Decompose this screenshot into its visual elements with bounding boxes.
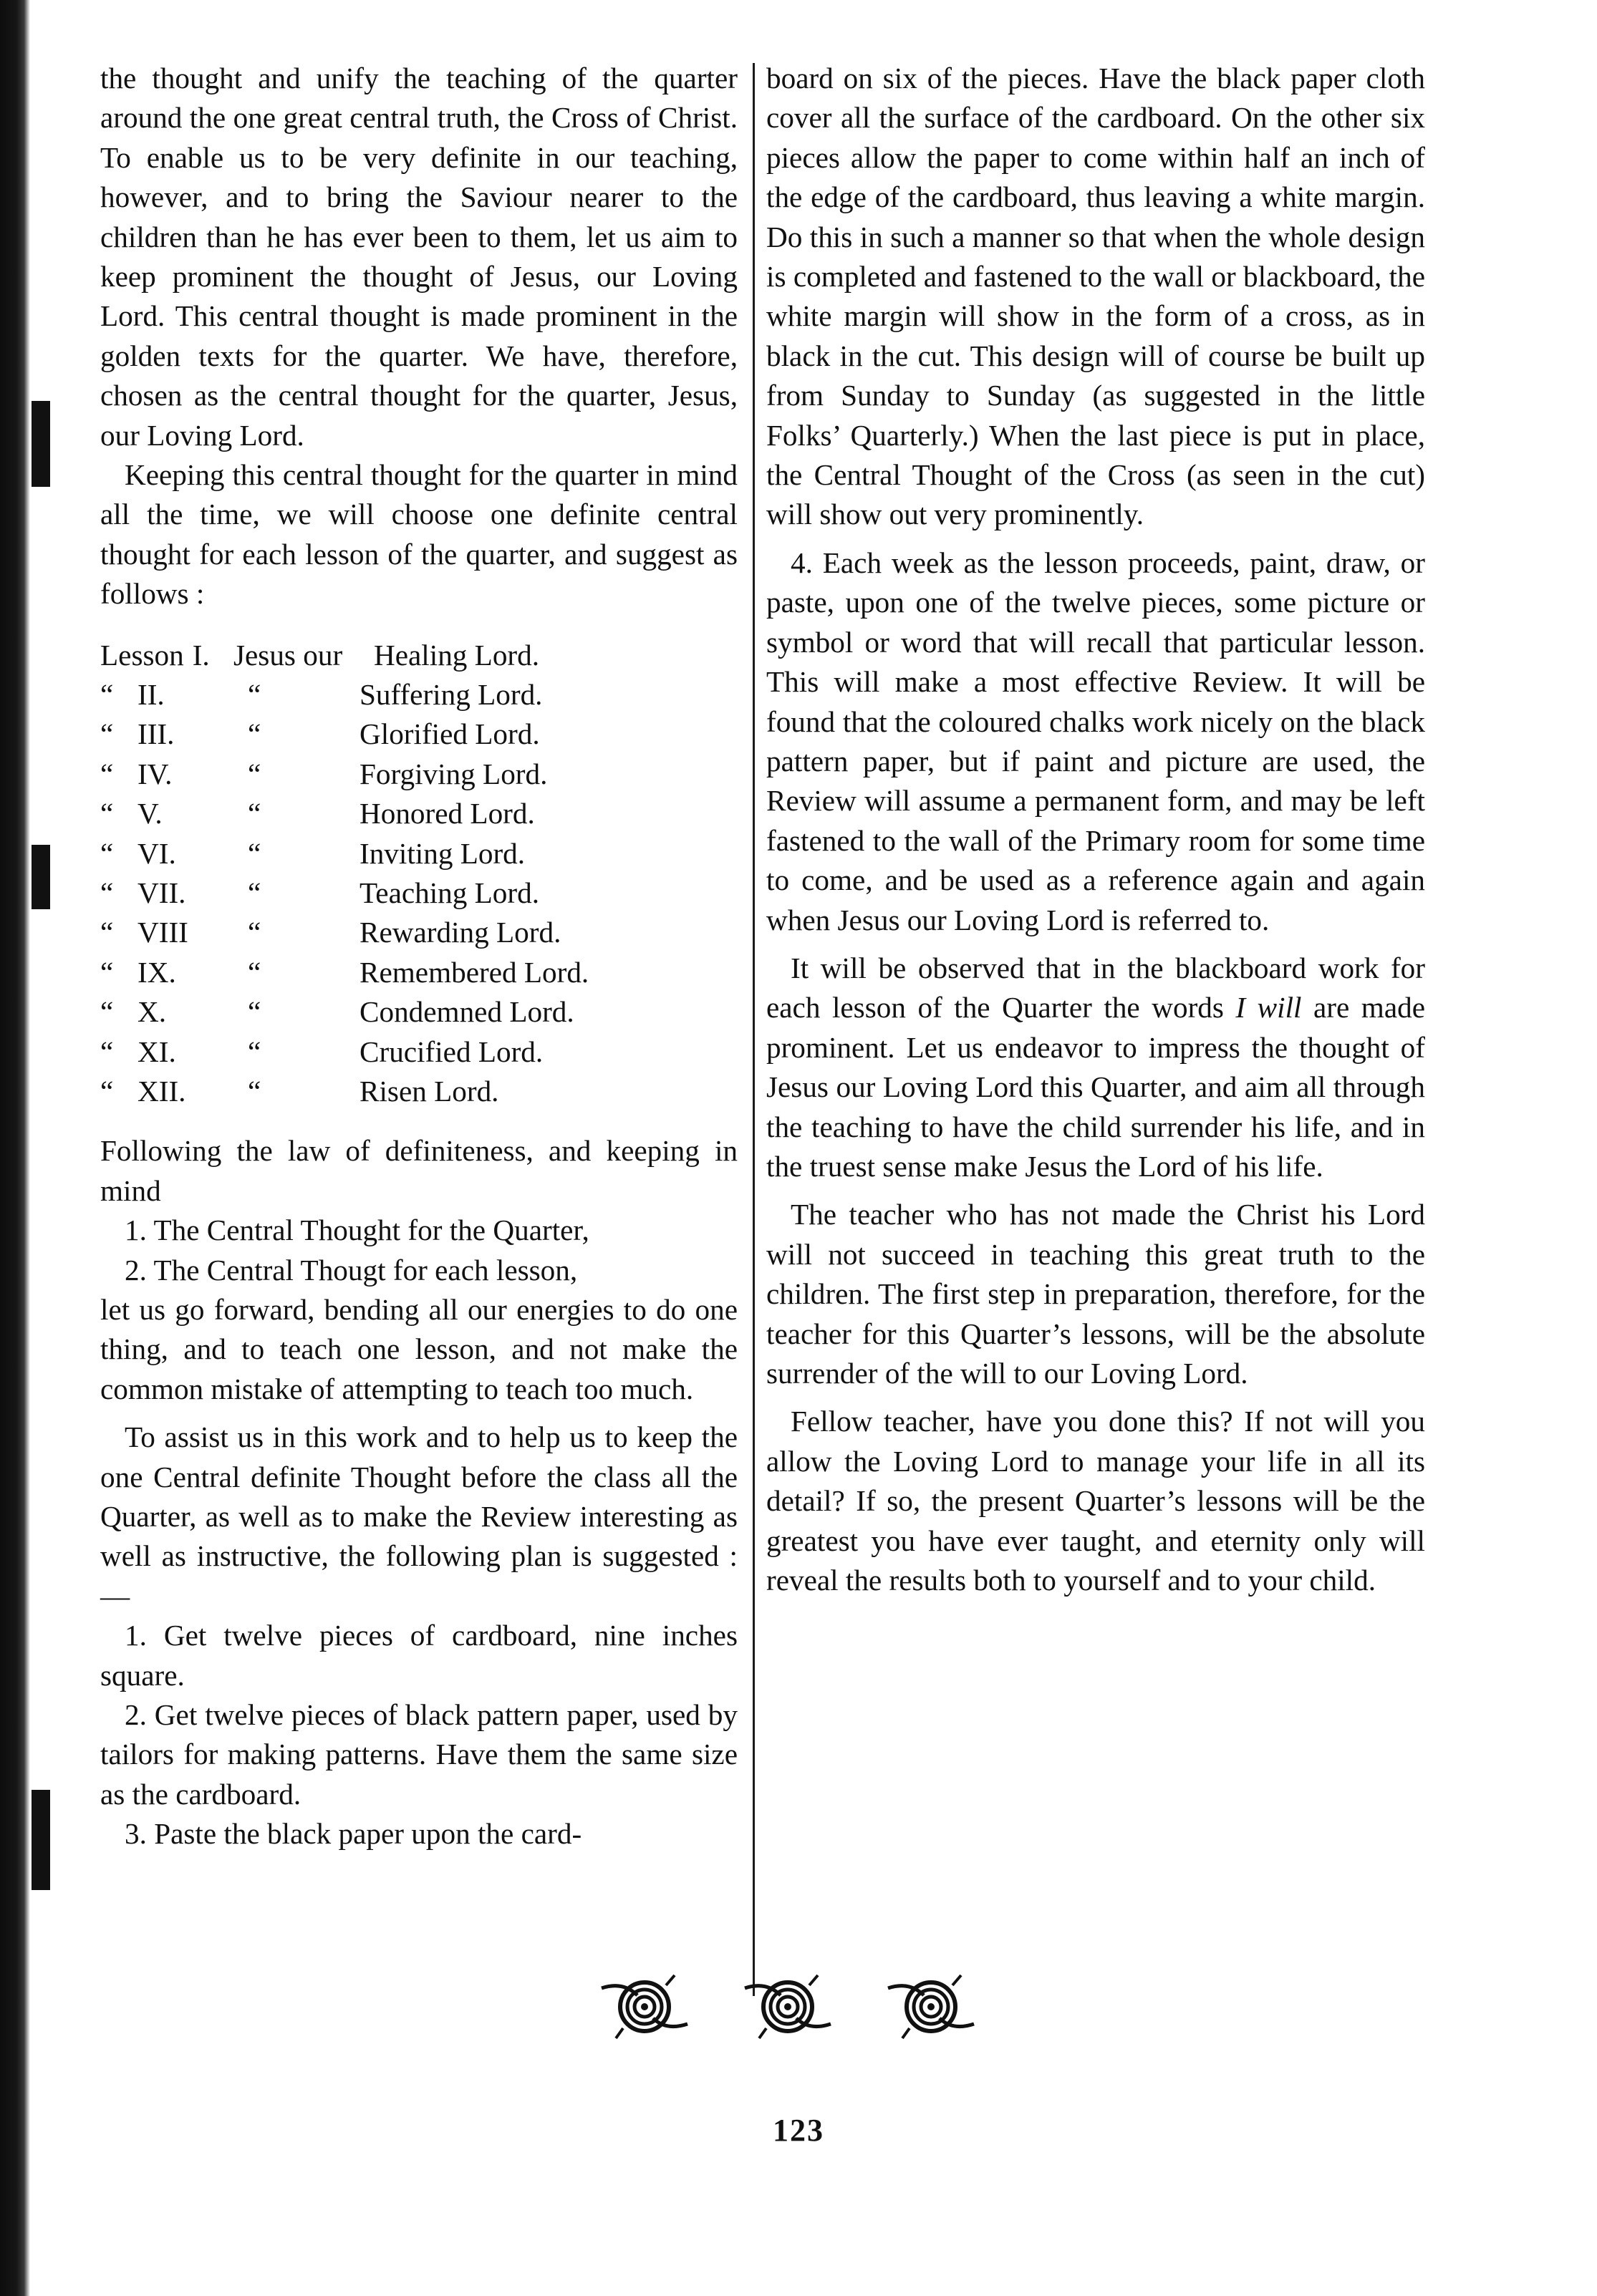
- lesson-title: Rewarding Lord.: [360, 916, 561, 949]
- lesson-title: Suffering Lord.: [360, 678, 543, 712]
- lesson-list-item: [100, 794, 738, 833]
- ornament-row: [594, 1963, 981, 2049]
- lesson-ditto: “: [248, 876, 261, 910]
- swirl-ornament-icon: [738, 1967, 838, 2045]
- lesson-number-cell: [100, 1072, 233, 1111]
- lesson-prefix: “: [100, 836, 114, 870]
- lesson-list-item: [100, 755, 738, 794]
- left-paragraph-1: the thought and unify the teaching of the quarter around the one great central truth, the Cross of Christ. To enable us to be very definite in our teaching, however, and to bring the Saviour nearer to the children than he has ever been to them, let us aim to keep prominent the thought of Jesus, our Loving Lord. This central thought is made prominent in the golden texts for the quarter. We have, therefore, chosen as the central thought for the quarter, Jesus, our Loving Lord.: [100, 62, 738, 452]
- lesson-prefix: “: [100, 876, 114, 910]
- lesson-number: IX.: [137, 955, 176, 989]
- right-column: [766, 59, 1425, 1609]
- lesson-number: VI.: [137, 836, 176, 870]
- lesson-title: Glorified Lord.: [360, 717, 540, 751]
- lesson-title: Crucified Lord.: [360, 1035, 544, 1068]
- binding-notch: [32, 401, 50, 487]
- lesson-ditto: “: [248, 955, 261, 989]
- lesson-ditto: Jesus our: [233, 638, 343, 672]
- lesson-prefix: “: [100, 1074, 114, 1108]
- left-paragraph-2: Keeping this central thought for the quarter in mind all the time, we will choose one definite central thought for each lesson of the quarter, and suggest as follows :: [100, 458, 738, 611]
- i-will-emphasis: I will: [1235, 991, 1302, 1025]
- swirl-ornament-icon: [594, 1967, 695, 2045]
- lesson-list-item: [100, 913, 738, 952]
- lesson-ditto: “: [248, 717, 261, 751]
- lesson-number: XII.: [137, 1074, 186, 1108]
- left-paragraph-3: Following the law of definiteness, and keeping in mind: [100, 1134, 738, 1207]
- lesson-ditto: “: [248, 1035, 261, 1068]
- column-rule: [753, 63, 755, 1996]
- lesson-prefix: “: [100, 797, 114, 830]
- lesson-ditto: “: [248, 1074, 261, 1108]
- lesson-prefix: “: [100, 717, 114, 751]
- lesson-number: VIII: [137, 916, 188, 949]
- lesson-number-cell: [100, 794, 233, 833]
- lesson-number-cell: [100, 992, 233, 1032]
- right-paragraph-3: [766, 949, 1425, 1186]
- left-paragraph-5: To assist us in this work and to help us to keep the one Central definite Thought before the class all the Quarter, as well as to make the Review interesting as well as instructive, the following plan is suggested :—: [100, 1420, 738, 1612]
- lesson-number: XI.: [137, 1035, 176, 1068]
- right-paragraph-3-end: are made prominent. Let us endeavor to impress the thought of Jesus our Loving Lord this Quarter, and aim all through the teaching to have the child surrender his life, and in the truest sense make Jesus the Lord of his life.: [766, 991, 1425, 1183]
- lesson-number: II.: [137, 678, 165, 712]
- lesson-list-item: [100, 1072, 738, 1111]
- lesson-number: V.: [137, 797, 163, 830]
- lesson-ditto: “: [248, 916, 261, 949]
- step-2: 2. Get twelve pieces of black pattern paper, used by tailors for making patterns. Have them the same size as the cardboard.: [100, 1698, 738, 1811]
- lesson-prefix: “: [100, 757, 114, 790]
- step-3: 3. Paste the black paper upon the card-: [125, 1817, 582, 1851]
- lesson-prefix: “: [100, 916, 114, 949]
- lesson-number-cell: [100, 755, 233, 794]
- lesson-number: IV.: [137, 757, 173, 790]
- lesson-ditto: “: [248, 757, 261, 790]
- lesson-list-item: [100, 834, 738, 873]
- lesson-title: Honored Lord.: [360, 797, 535, 830]
- lesson-prefix: “: [100, 1035, 114, 1068]
- right-paragraph-5: Fellow teacher, have you done this? If not will you allow the Loving Lord to manage your life in all its detail? If so, the present Quarter’s lessons will be the greatest you have ever taught, and eternity only will reveal the results both to yourself and to your child.: [766, 1405, 1425, 1597]
- lesson-prefix: “: [100, 955, 114, 989]
- binding-edge: [0, 0, 30, 2296]
- right-paragraph-3-start: It will be observed that in the blackboard work for each lesson of the Quarter the words: [766, 951, 1425, 1025]
- lesson-title: Condemned Lord.: [360, 995, 574, 1029]
- lesson-prefix: Lesson: [100, 638, 184, 672]
- lesson-number-cell: [100, 873, 233, 913]
- binding-notch: [32, 1790, 50, 1890]
- lesson-list-item: [100, 992, 738, 1032]
- lesson-number: I.: [192, 638, 210, 672]
- lesson-title: Healing Lord.: [374, 638, 540, 672]
- lesson-list: [100, 636, 738, 1112]
- lesson-list-item: [100, 715, 738, 754]
- step-1: 1. Get twelve pieces of cardboard, nine inches square.: [100, 1619, 738, 1692]
- lesson-ditto: “: [248, 678, 261, 712]
- lesson-number: VII.: [137, 876, 186, 910]
- lesson-list-item: [100, 873, 738, 913]
- numbered-point-2: 2. The Central Thougt for each lesson,: [125, 1253, 578, 1287]
- right-paragraph-4: The teacher who has not made the Christ his Lord will not succeed in teaching this great truth to the children. The first step in preparation, therefore, for the teacher for this Quarter’s lessons, will be the absolute surrender of the will to our Loving Lord.: [766, 1198, 1425, 1390]
- lesson-list-item: [100, 675, 738, 715]
- lesson-list-item: [100, 636, 738, 675]
- lesson-number-cell: [100, 715, 233, 754]
- lesson-number: X.: [137, 995, 167, 1029]
- page: [100, 59, 1432, 2035]
- page-number: 123: [773, 2113, 824, 2148]
- lesson-title: Risen Lord.: [360, 1074, 499, 1108]
- lesson-title: Teaching Lord.: [360, 876, 540, 910]
- left-paragraph-4: let us go forward, bending all our energies to do one thing, and to teach one lesson, and not make the common mistake of attempting to teach too much.: [100, 1293, 738, 1405]
- lesson-number-cell: [100, 913, 233, 952]
- lesson-ditto: “: [248, 797, 261, 830]
- lesson-prefix: “: [100, 995, 114, 1029]
- lesson-title: Forgiving Lord.: [360, 757, 548, 790]
- lesson-ditto: “: [248, 836, 261, 870]
- lesson-title: Remembered Lord.: [360, 955, 589, 989]
- lesson-number-cell: [100, 834, 233, 873]
- right-paragraph-2: 4. Each week as the lesson proceeds, paint, draw, or paste, upon one of the twelve pieces, some picture or symbol or word that will recall that particular lesson. This will make a most effective Review. It will be found that the coloured chalks work nicely on the black pattern paper, but if paint and picture are used, the Review will assume a permanent form, and may be left fastened to the wall of the Primary room for some time to come, and be used as a reference again and again when Jesus our Loving Lord is referred to.: [766, 546, 1425, 936]
- lesson-number-cell: [100, 1032, 233, 1072]
- lesson-number-cell: [100, 953, 233, 992]
- lesson-number-cell: [100, 636, 233, 675]
- left-column: [100, 59, 738, 1854]
- lesson-number-cell: [100, 675, 233, 715]
- lesson-number: III.: [137, 717, 175, 751]
- right-paragraph-1: board on six of the pieces. Have the black paper cloth cover all the surface of the cardboard. On the other six pieces allow the paper to come within half an inch of the edge of the cardboard, thus leaving a white margin. Do this in such a manner so that when the whole design is completed and fastened to the wall or blackboard, the white margin will show in the form of a cross, as in black in the cut. This design will of course be built up from Sunday to Sunday (as suggested in the little Folks’ Quarterly.) When the last piece is put in place, the Central Thought of the Cross (as seen in the cut) will show out very prominently.: [766, 62, 1425, 531]
- lesson-prefix: “: [100, 678, 114, 712]
- binding-notch: [32, 845, 50, 909]
- lesson-ditto: “: [248, 995, 261, 1029]
- swirl-ornament-icon: [881, 1967, 981, 2045]
- lesson-title: Inviting Lord.: [360, 836, 526, 870]
- lesson-list-item: [100, 1032, 738, 1072]
- numbered-point-1: 1. The Central Thought for the Quarter,: [125, 1214, 589, 1247]
- lesson-list-item: [100, 953, 738, 992]
